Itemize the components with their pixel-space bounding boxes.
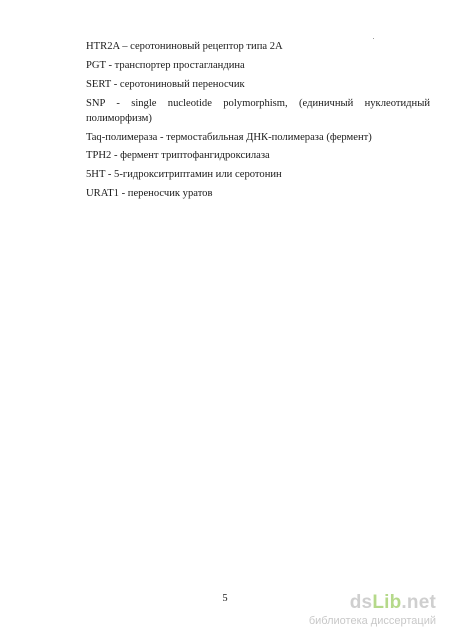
abbreviation-line-taq: Taq-полимераза - термостабильная ДНК-полимераза (фермент) xyxy=(86,131,372,143)
dslib-watermark xyxy=(306,593,436,631)
watermark-logo-ds: ds xyxy=(349,592,373,613)
abbreviation-list xyxy=(86,39,430,205)
watermark-logo xyxy=(350,593,436,613)
watermark-logo-net: .net xyxy=(401,592,436,613)
watermark-logo-lib: Lib xyxy=(372,592,402,613)
abbreviation-line-urat1: URAT1 - переносчик уратов xyxy=(86,188,213,200)
abbreviation-line-tph2: TPH2 - фермент триптофангидроксилаза xyxy=(86,150,270,162)
abbreviation-line-snp: SNP - single nucleotide polymorphism, (единичный нуклеотидный xyxy=(86,97,430,109)
abbreviation-line-pgt: PGT - транспортер простагландина xyxy=(86,59,245,71)
abbreviation-line-snp-continued: полиморфизм) xyxy=(86,112,152,124)
page-number: 5 xyxy=(222,593,228,604)
watermark-caption: библиотека диссертаций xyxy=(308,615,436,627)
abbreviation-line-5ht: 5HT - 5-гидрокситриптамин или серотонин xyxy=(86,169,282,181)
abbreviation-line-htr2a: HTR2A – серотониновый рецептор типа 2A xyxy=(86,41,283,52)
abbreviation-line-sert: SERT - серотониновый переносчик xyxy=(86,78,245,90)
